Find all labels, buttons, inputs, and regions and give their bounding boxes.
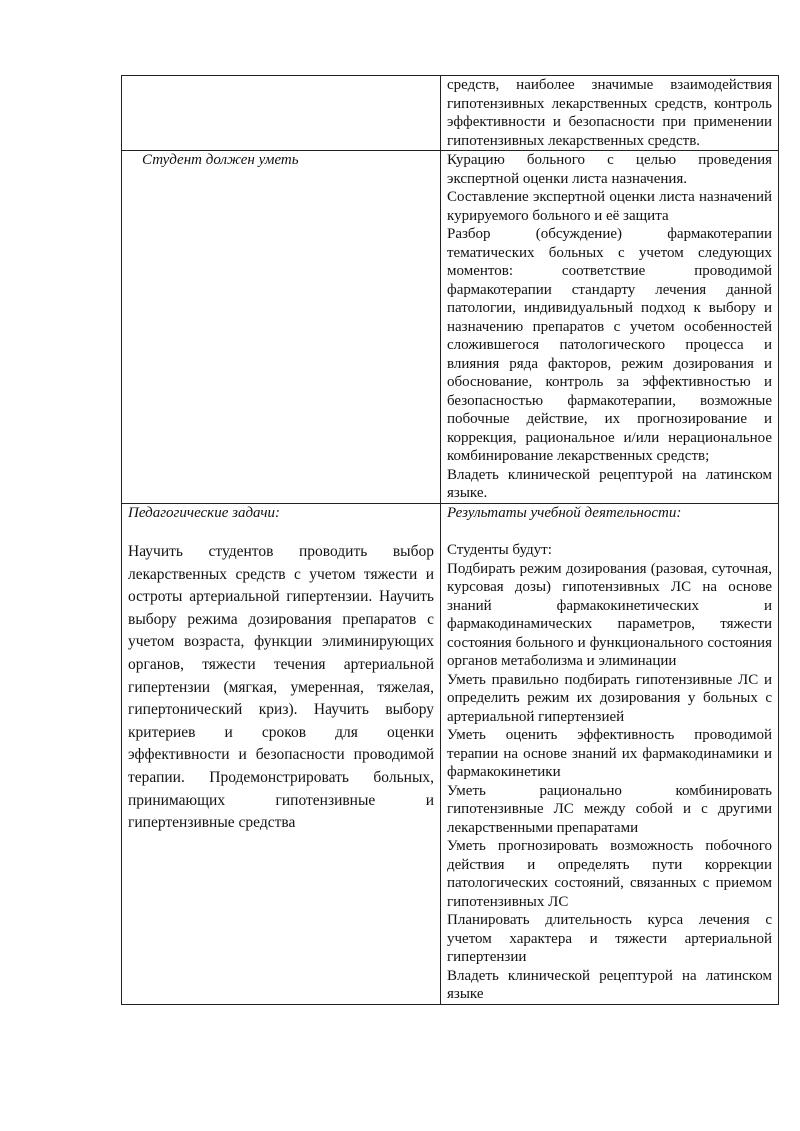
result-item: Уметь оценить эффективность проводимой терапии на основе знаний их фармакодинамики и фармакокинетики [447, 727, 772, 780]
result-item: Планировать длительность курса лечения с учетом характера и тяжести артериальной гипертензии [447, 912, 772, 965]
pedagogical-tasks-text: Научить студентов проводить выбор лекарственных средств с учетом тяжести и остроты артериальной гипертензии. Научить выбору режима дозирования препаратов с учетом возраста, функции элиминирующих органов, тяжести течения артериальной гипертензии (мягкая, умеренная, тяжелая, гипертонический криз). Научить выбору критериев и сроков для оценки эффективности и безопасности проводимой терапии. Продемонстрировать больных, принимающих гипотензивные и гипертензивные средства [128, 543, 434, 832]
table-row [122, 76, 779, 151]
learning-results-heading: Результаты учебной деятельности: [447, 504, 682, 521]
table-row [122, 503, 779, 1004]
skill-item: Разбор (обсуждение) фармакотерапии тематических больных с учетом следующих моментов: соответствие проводимой фармакотерапии стандарту лечения данной патологии, индивидуальный подход к выбору и назначению препаратов с учетом особенностей сложившегося патологического процесса и влияния ряда факторов, режим дозирования и обоснование, контроль за эффективностью и безопасностью фармакотерапии, возможные побочные действие, их прогнозирование и коррекция, рациональное и/или нерациональное комбинирование лекарственных средств; [447, 226, 772, 464]
result-item: Уметь рационально комбинировать гипотензивные ЛС между собой и с другими лекарственными препаратами [447, 782, 772, 836]
table-row [122, 151, 779, 504]
curriculum-table [121, 75, 779, 1005]
table-cell [441, 503, 779, 1004]
skill-item: Курацию больного с целью проведения экспертной оценки листа назначения. [447, 152, 772, 187]
table-cell-empty [122, 76, 441, 151]
table-cell [122, 503, 441, 1004]
table-cell [441, 76, 779, 151]
table-cell [441, 151, 779, 504]
result-item: Уметь правильно подбирать гипотензивные ЛС и определить режим их дозирования у больных с артериальной гипертензией [447, 671, 772, 725]
student-skills-heading: Студент должен уметь [142, 152, 299, 168]
table-cell [122, 151, 441, 504]
drug-info-text: средств, наиболее значимые взаимодействия гипотензивных лекарственных средств, контроль эффективности и безопасности при применении гипотензивных лекарственных средств. [447, 77, 772, 149]
result-item: Уметь прогнозировать возможность побочного действия и определять пути коррекции патологических состояний, связанных с приемом гипотензивных ЛС [447, 838, 772, 910]
result-item: Владеть клинической рецептурой на латинском языке [447, 967, 772, 1002]
skill-item: Владеть клинической рецептурой на латинском языке. [447, 466, 772, 501]
pedagogical-tasks-heading: Педагогические задачи: [128, 504, 280, 521]
students-will-text: Студенты будут: [447, 542, 552, 558]
result-item: Подбирать режим дозирования (разовая, суточная, курсовая дозы) гипотензивных ЛС на основе знаний фармакокинетических и фармакодинамических параметров, тяжести состояния больного и функционального состояния органов метаболизма и элиминации [447, 560, 772, 669]
skill-item: Составление экспертной оценки листа назначений курируемого больного и её защита [447, 189, 772, 224]
